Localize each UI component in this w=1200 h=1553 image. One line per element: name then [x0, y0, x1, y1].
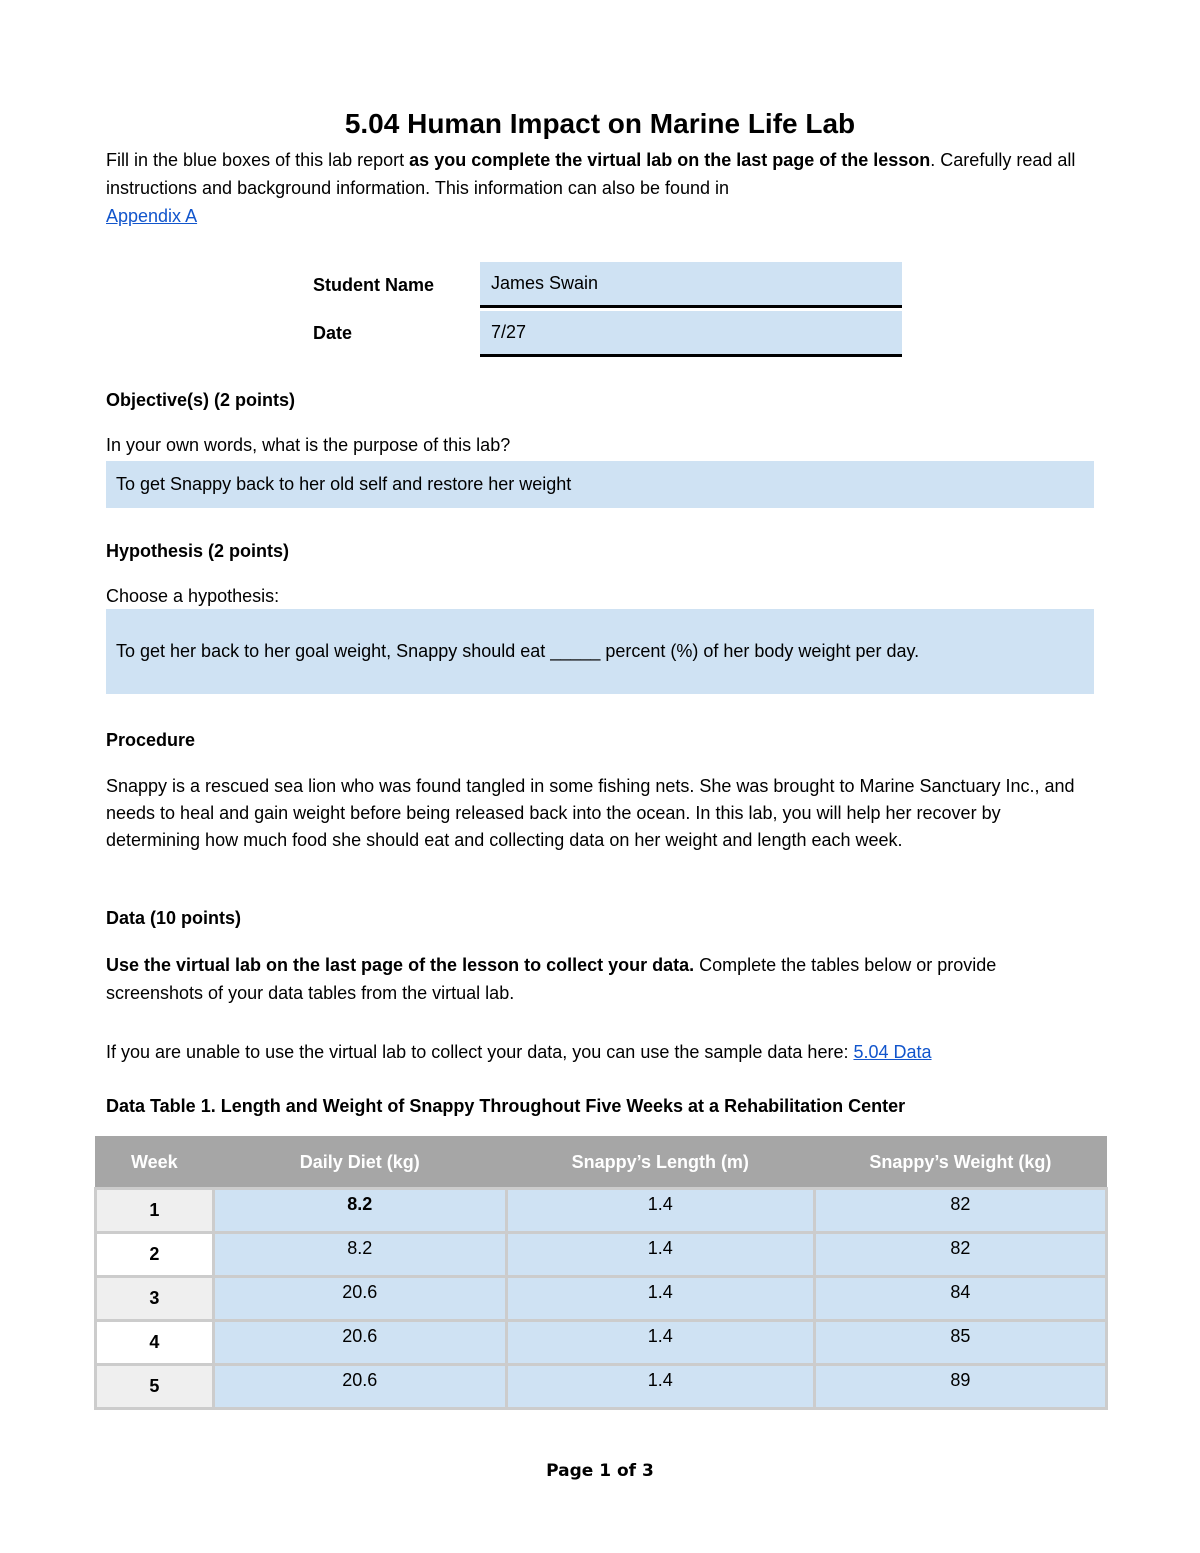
- week-cell: 5: [96, 1365, 214, 1409]
- page-title: 5.04 Human Impact on Marine Life Lab: [344, 108, 856, 139]
- sample-data-line: [106, 1038, 1106, 1066]
- data-table: [94, 1136, 1108, 1410]
- hypothesis-answer-field[interactable]: To get her back to her goal weight, Snappy should eat _____ percent (%) of her body weight per day.: [106, 609, 1094, 694]
- data-instruction-text: Complete the tables below or provide screenshots of your data tables from the virtual lab.: [106, 955, 997, 1003]
- week-cell: 1: [96, 1189, 214, 1233]
- diet-cell[interactable]: 8.2: [213, 1189, 506, 1233]
- hypothesis-heading: Hypothesis (2 points): [106, 541, 290, 561]
- diet-cell[interactable]: 20.6: [213, 1365, 506, 1409]
- header-weight: Snappy’s Weight (kg): [814, 1137, 1106, 1189]
- objective-heading: Objective(s) (2 points): [106, 390, 296, 410]
- table-caption: Data Table 1. Length and Weight of Snappy Throughout Five Weeks at a Rehabilitation Center: [106, 1096, 906, 1116]
- week-cell: 3: [96, 1277, 214, 1321]
- data-instruction: [106, 951, 1096, 1007]
- week-cell: 2: [96, 1233, 214, 1277]
- intro-paragraph: [106, 146, 1106, 230]
- table-row: [96, 1321, 1107, 1365]
- table-row: [96, 1365, 1107, 1409]
- header-week: Week: [96, 1137, 214, 1189]
- procedure-heading: Procedure: [106, 730, 196, 750]
- sample-data-link[interactable]: 5.04 Data: [853, 1042, 932, 1062]
- hypothesis-prompt: Choose a hypothesis:: [106, 586, 280, 606]
- data-instruction-bold: Use the virtual lab on the last page of the lesson to collect your data.: [106, 955, 695, 975]
- intro-text: Fill in the blue boxes of this lab report: [106, 150, 410, 170]
- student-name-label: Student Name: [313, 275, 435, 295]
- intro-text-2: . Carefully read all instructions and background information. This information can also be found in: [106, 150, 1076, 198]
- table-row: [96, 1277, 1107, 1321]
- weight-cell[interactable]: 89: [814, 1365, 1106, 1409]
- length-cell[interactable]: 1.4: [506, 1233, 814, 1277]
- data-heading: Data (10 points): [106, 908, 242, 928]
- date-field[interactable]: 7/27: [480, 311, 902, 357]
- page-number: Page 1 of 3: [546, 1461, 654, 1481]
- week-cell: 4: [96, 1321, 214, 1365]
- length-cell[interactable]: 1.4: [506, 1321, 814, 1365]
- sample-data-text: If you are unable to use the virtual lab to collect your data, you can use the sample data here:: [106, 1042, 854, 1062]
- length-cell[interactable]: 1.4: [506, 1189, 814, 1233]
- length-cell[interactable]: 1.4: [506, 1365, 814, 1409]
- date-label: Date: [313, 323, 353, 343]
- diet-cell[interactable]: 8.2: [213, 1233, 506, 1277]
- diet-cell[interactable]: 20.6: [213, 1321, 506, 1365]
- objective-prompt: In your own words, what is the purpose of this lab?: [106, 435, 511, 455]
- diet-cell[interactable]: 20.6: [213, 1277, 506, 1321]
- header-daily-diet: Daily Diet (kg): [213, 1137, 506, 1189]
- weight-cell[interactable]: 84: [814, 1277, 1106, 1321]
- table-header-row: [96, 1137, 1107, 1189]
- procedure-text: Snappy is a rescued sea lion who was found tangled in some fishing nets. She was brought to Marine Sanctuary Inc., and needs to heal and gain weight before being released back into the ocean. In this lab, you will help her recover by determining how much food she should eat and collecting data on her weight and length each week.: [106, 776, 1075, 850]
- weight-cell[interactable]: 85: [814, 1321, 1106, 1365]
- intro-bold-text: as you complete the virtual lab on the last page of the lesson: [409, 150, 931, 170]
- table-row: [96, 1189, 1107, 1233]
- weight-cell[interactable]: 82: [814, 1233, 1106, 1277]
- student-name-field[interactable]: James Swain: [480, 262, 902, 308]
- table-row: [96, 1233, 1107, 1277]
- length-cell[interactable]: 1.4: [506, 1277, 814, 1321]
- objective-answer-field[interactable]: To get Snappy back to her old self and restore her weight: [106, 461, 1094, 508]
- header-length: Snappy’s Length (m): [506, 1137, 814, 1189]
- weight-cell[interactable]: 82: [814, 1189, 1106, 1233]
- appendix-a-link[interactable]: Appendix A: [106, 206, 198, 226]
